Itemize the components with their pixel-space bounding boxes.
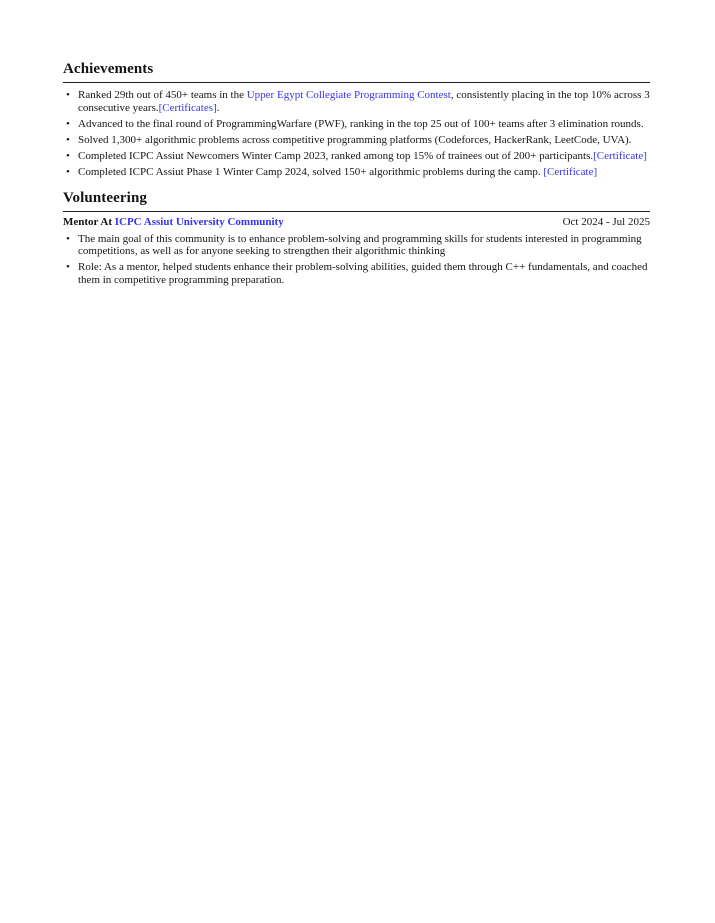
achievements-list: [63, 89, 650, 179]
text-segment: , consistently placing in the top 10% across 3 consecutive years.: [78, 89, 650, 114]
link-upper-egypt-contest[interactable]: Upper Egypt Collegiate Programming Contest: [246, 89, 451, 101]
achievement-item: [63, 118, 650, 131]
text-segment: Advanced to the final round of ProgrammingWarfare (PWF), ranking in the top 25 out of 100+ teams after 3 elimination rounds.: [78, 117, 644, 130]
link-icpc-assiut-community[interactable]: ICPC Assiut University Community: [114, 215, 284, 228]
text-segment: Completed ICPC Assiut Newcomers Winter Camp 2023, ranked among top 15% of trainees out of 200+ participants.: [78, 149, 594, 162]
section-rule: [63, 211, 650, 212]
text-segment: Ranked 29th out of 450+ teams in the: [78, 89, 247, 101]
link-certificates[interactable]: [Certificates]: [158, 101, 217, 114]
volunteering-item: [63, 233, 650, 258]
link-certificate-newcomers-camp[interactable]: [Certificate]: [593, 149, 647, 162]
section-achievements: [63, 60, 650, 179]
volunteering-list: [63, 233, 650, 287]
text-segment: The main goal of this community is to enhance problem-solving and programming skills for students interested in programming competitions, as well as for anyone seeking to strengthen their algorithmic thinking: [78, 232, 642, 258]
achievement-item: [63, 134, 650, 147]
section-volunteering: [63, 189, 650, 287]
text-segment: Role: As a mentor, helped students enhance their problem-solving abilities, guided them through C++ fundamentals, and coached them in competitive programming preparation.: [78, 261, 648, 286]
volunteering-item: [63, 261, 650, 286]
text-segment: Completed ICPC Assiut Phase 1 Winter Camp 2024, solved 150+ algorithmic problems during the camp.: [78, 165, 544, 178]
entry-title: [63, 216, 284, 229]
section-rule: [63, 82, 650, 83]
achievements-section-title: Achievements: [63, 61, 154, 77]
text-segment: .: [216, 101, 220, 114]
achievement-item: [63, 150, 650, 163]
entry-dates: Oct 2024 - Jul 2025: [562, 215, 650, 228]
link-certificate-phase1-camp[interactable]: [Certificate]: [543, 165, 598, 178]
volunteering-section-title: Volunteering: [63, 189, 147, 206]
text-segment: Solved 1,300+ algorithmic problems across competitive programming platforms (Codeforces, HackerRank, LeetCode, UVA).: [78, 133, 632, 146]
volunteering-entry-header: [63, 216, 650, 229]
achievement-item: [63, 166, 650, 179]
achievement-item: [63, 89, 650, 114]
role-prefix: Mentor At: [63, 215, 115, 228]
